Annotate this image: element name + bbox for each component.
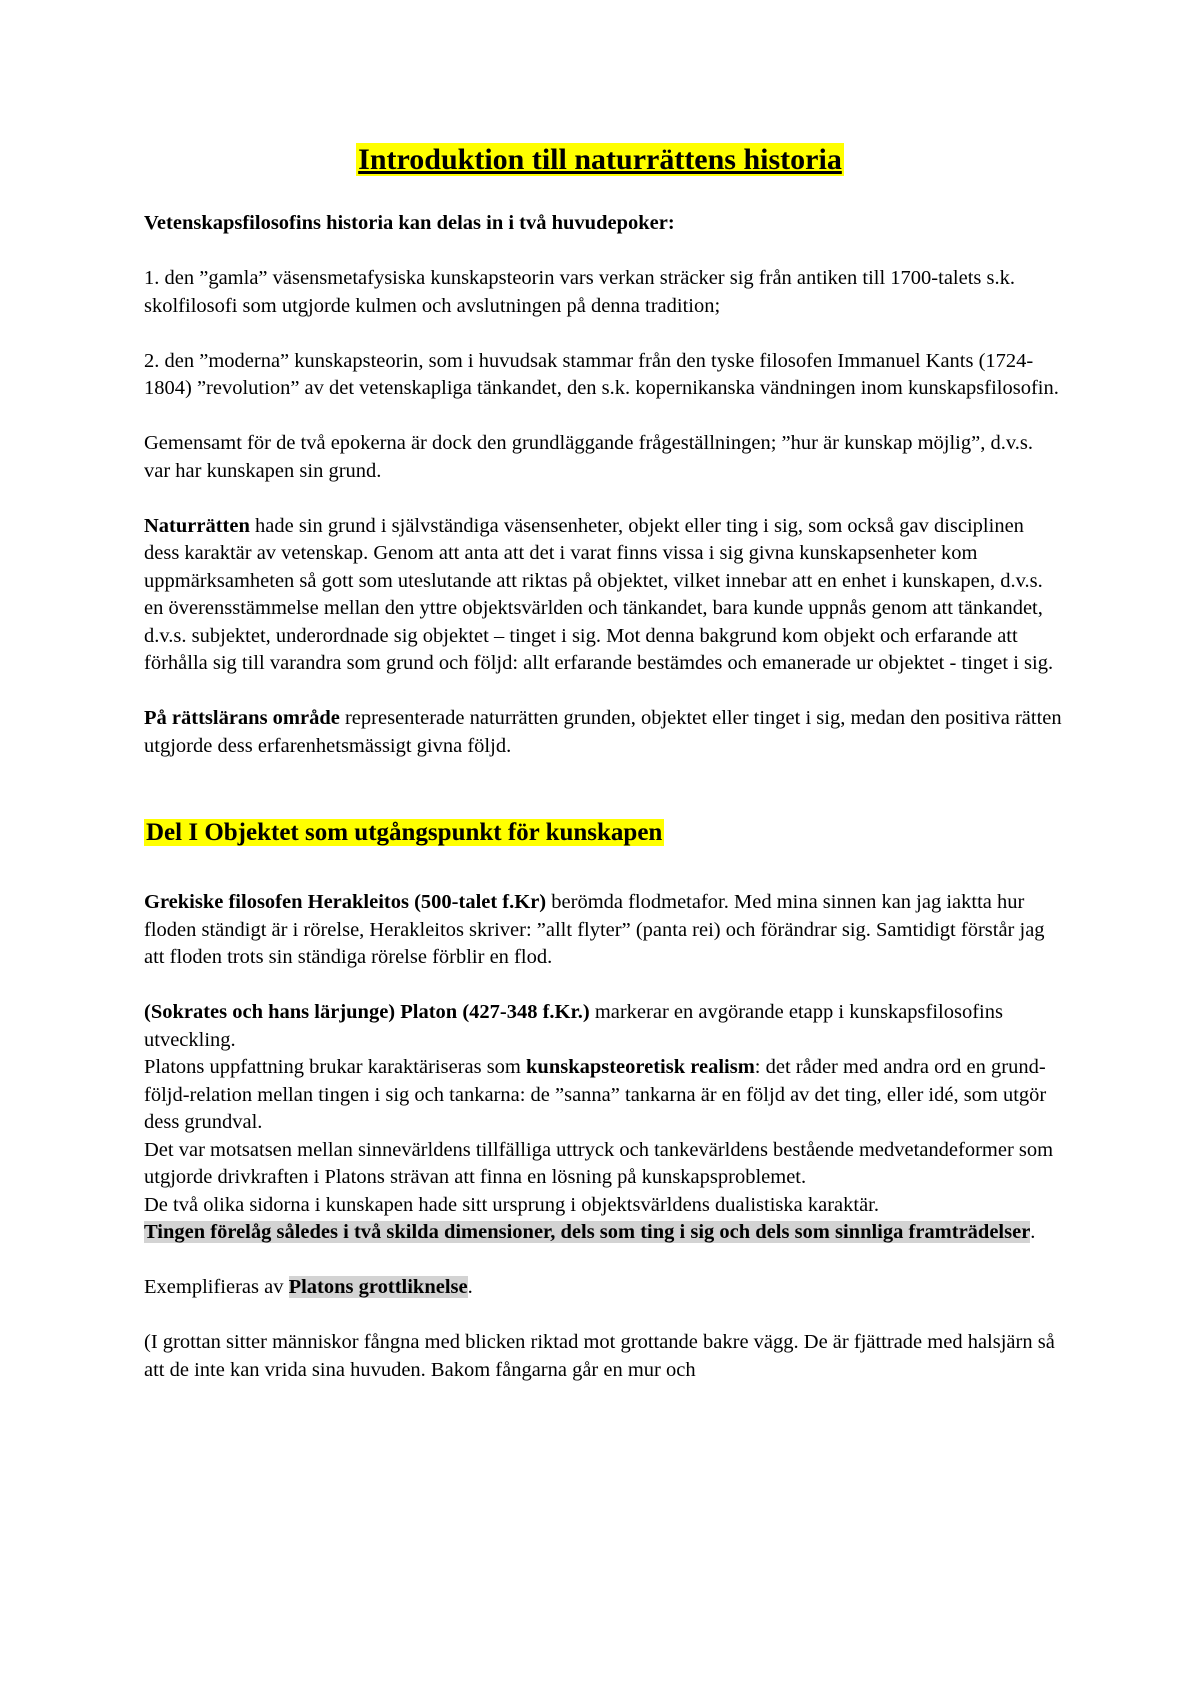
platon-term: (Sokrates och hans lärjunge) Platon (427-348 f.Kr.): [144, 1001, 590, 1023]
contrast-paragraph: Det var motsatsen mellan sinnevärldens tillfälliga uttryck och tankevärldens bestående medvetandeformer som utgjorde drivkraften i Platons strävan att finna en lösning på kunskapsproblemet.: [144, 1138, 1054, 1188]
example-paragraph: [144, 1274, 1064, 1302]
realism-term: kunskapsteoretisk realism: [526, 1056, 755, 1078]
platon-paragraph: [144, 999, 1064, 1054]
realism-paragraph: [144, 1054, 1064, 1137]
intro-heading: [144, 210, 1064, 238]
naturratten-text: hade sin grund i självständiga väsensenheter, objekt eller ting i sig, som också gav disciplinen dess karaktär av vetenskap. Genom att anta att det i varat finns vissa i sig givna kunskapsenheter kom uppmärksamheten så gott som uteslutande att riktas på objektet, vilket innebar att en enhet i kunskapen, d.v.s. en överensstämmelse mellan den yttre objektsvärlden och tänkandet, bara kunde uppnås genom att tänkandet, d.v.s. subjektet, underordnade sig objektet – tinget i sig. Mot denna bakgrund kom objekt och erfarande att förhålla sig till varandra som grund och följd: allt erfarande bestämdes och emanerade ur objektet - tinget i sig.: [144, 514, 1054, 674]
cave-paragraph: (I grottan sitter människor fångna med blicken riktad mot grottande bakre vägg. De är fjättrade med halsjärn så att de inte kan vrida sina huvuden. Bakom fångarna går en mur och: [144, 1331, 1055, 1381]
epoch-2-paragraph: 2. den ”moderna” kunskapsteorin, som i huvudsak stammar från den tyske filosofen Immanuel Kants (1724-1804) ”revolution” av det vetenskapliga tänkandet, den s.k. kopernikanska vändningen inom kunskapsfilosofin.: [144, 349, 1059, 399]
intro-heading-text: Vetenskapsfilosofins historia kan delas in i två huvudepoker:: [144, 212, 675, 234]
section-heading: [144, 817, 1064, 849]
document-body: [144, 210, 1064, 1384]
realism-pre: Platons uppfattning brukar karaktäriseras som: [144, 1056, 527, 1078]
rattslara-paragraph: [144, 705, 1064, 760]
rattslara-text: representerade naturrätten grunden, objektet eller tinget i sig, medan den positiva rätten utgjorde dess erfarenhetsmässigt givna följd.: [144, 707, 1062, 757]
page-title-text: Introduktion till naturrättens historia: [358, 143, 842, 176]
dimensions-highlight: Tingen förelåg således i två skilda dimensioner, dels som ting i sig och dels som sinnliga framträdelser: [144, 1221, 1031, 1243]
example-end: .: [467, 1276, 473, 1298]
section-heading-text: Del I Objektet som utgångspunkt för kunskapen: [146, 819, 663, 846]
common-paragraph: Gemensamt för de två epokerna är dock den grundläggande frågeställningen; ”hur är kunskap möjlig”, d.v.s. var har kunskapen sin grund.: [144, 432, 1033, 482]
example-pre: Exemplifieras av: [144, 1276, 289, 1298]
dimensions-paragraph: [144, 1219, 1064, 1247]
naturratten-term: Naturrätten: [144, 514, 250, 537]
herakleitos-term: Grekiske filosofen Herakleitos (500-talet f.Kr): [144, 891, 547, 913]
two-sides-paragraph: De två olika sidorna i kunskapen hade sitt ursprung i objektsvärldens dualistiska karaktär.: [144, 1193, 879, 1216]
herakleitos-text: berömda flodmetafor. Med mina sinnen kan jag iakttа hur floden ständigt är i rörelse, Herakleitos skriver: ”allt flyter” (panta rei) och förändrar sig. Samtidigt förstår jag att floden trots sin ständiga rörelse förblir en flod.: [144, 891, 1045, 968]
realism-post: : det råder med andra ord en grund-följd-relation mellan tingen i sig och tankarna: de ”sanna” tankarna är en följd av det ting, eller idé, som utgör dess grundval.: [144, 1056, 1047, 1133]
herakleitos-paragraph: [144, 889, 1064, 972]
epoch-1-paragraph: 1. den ”gamla” väsensmetafysiska kunskapsteorin vars verkan sträcker sig från antiken till 1700-talets s.k. skolfilosofi som utgjorde kulmen och avslutningen på denna tradition;: [144, 267, 1015, 317]
rattslara-term: På rättslärans område: [144, 707, 340, 729]
naturratten-paragraph: [144, 513, 1064, 678]
dimensions-end: .: [1030, 1221, 1036, 1243]
page-title: [0, 142, 1200, 178]
example-highlight: Platons grottliknelse: [288, 1276, 468, 1298]
platon-text: markerar en avgörande etapp i kunskapsfilosofins utveckling.: [144, 1001, 1003, 1051]
